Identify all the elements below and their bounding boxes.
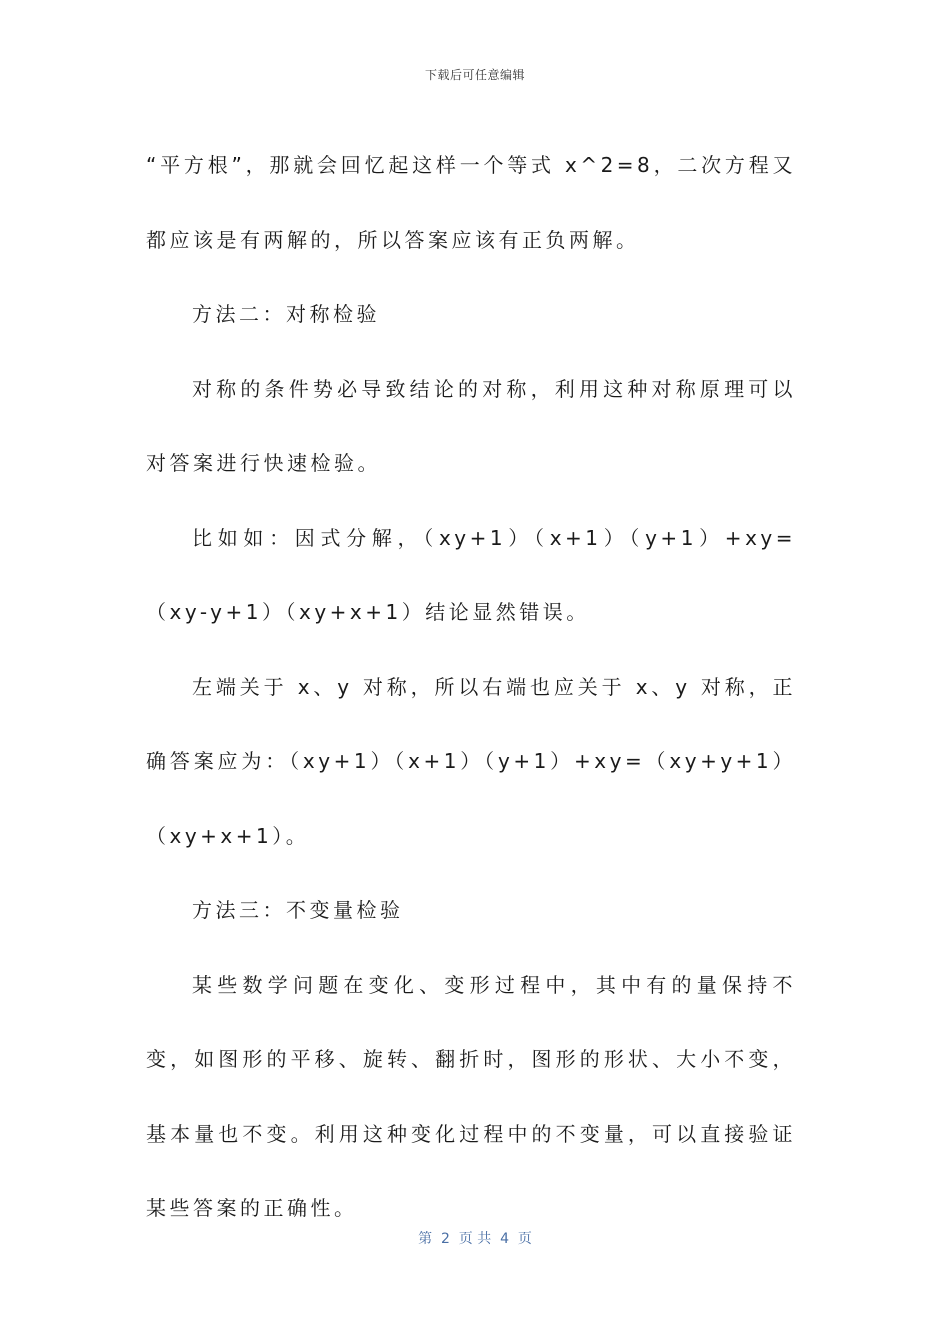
document-body	[146, 128, 796, 1246]
paragraph-example: 比如如：因式分解，（xy+1）（x+1）（y+1）+xy=（xy-y+1）（xy+x+1）结论显然错误。	[146, 525, 796, 624]
section-heading-method-2: 方法二：对称检验	[192, 302, 380, 326]
paragraph-continuation: “平方根”，那就会回忆起这样一个等式 x^2=8，二次方程又都应该是有两解的，所以答案应该有正负两解。	[146, 153, 796, 252]
paragraph: 左端关于 x、y 对称，所以右端也应关于 x、y 对称，正确答案应为：（xy+1）（x+1）（y+1）+xy=（xy+y+1）（xy+x+1）。	[146, 674, 796, 848]
paragraph: 某些数学问题在变化、变形过程中，其中有的量保持不变，如图形的平移、旋转、翻折时，图形的形状、大小不变，基本量也不变。利用这种变化过程中的不变量，可以直接验证某些答案的正确性。	[146, 972, 796, 1220]
header-note: 下载后可任意编辑	[424, 68, 525, 82]
paragraph: 对称的条件势必导致结论的对称，利用这种对称原理可以对答案进行快速检验。	[146, 376, 796, 475]
section-heading-method-3: 方法三：不变量检验	[192, 898, 404, 922]
page-number-footer: 第 2 页 共 4 页	[418, 1231, 532, 1247]
